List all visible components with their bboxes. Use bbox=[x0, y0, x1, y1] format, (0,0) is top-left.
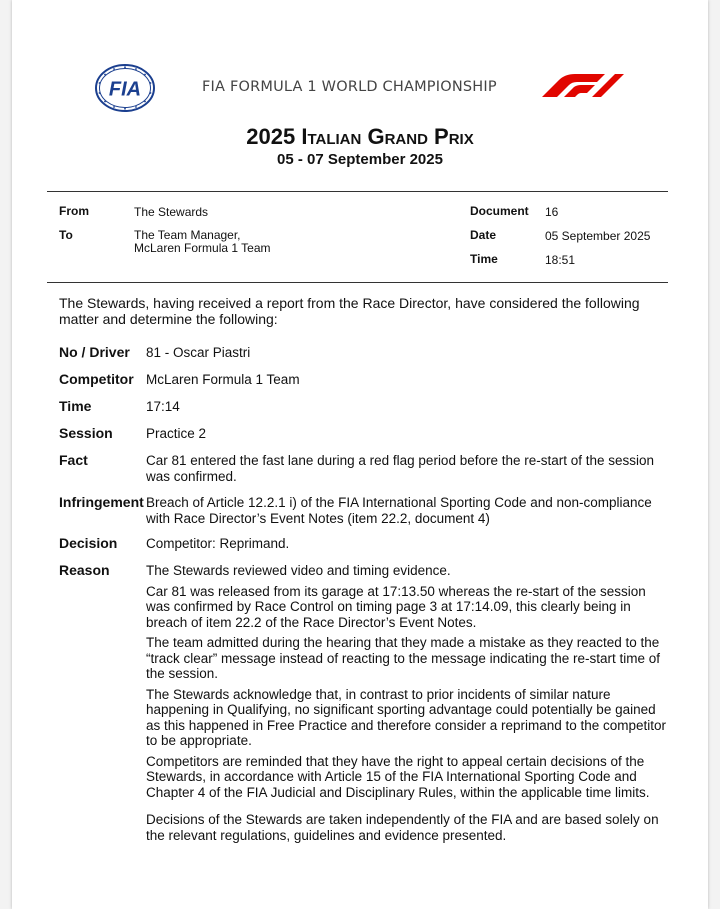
time-field-value: 17:14 bbox=[146, 399, 180, 414]
infringement-label: Infringement bbox=[59, 494, 144, 510]
to-value-line1: The Team Manager, bbox=[134, 228, 241, 242]
document-value: 16 bbox=[545, 205, 559, 219]
reason-paragraph: The team admitted during the hearing that they made a mistake as they reacted to the “track clear” message instead of reacting to the message indicating the re-start time of the session. bbox=[146, 635, 660, 681]
fact-label: Fact bbox=[59, 452, 88, 468]
reason-paragraph: Competitors are reminded that they have the right to appeal certain decisions of the Stewards, in accordance with Article 15 of the FIA International Sporting Code and Chapter 4 of the FIA Judicial and Disciplinary Rules, within the applicable time limits. bbox=[146, 753, 650, 800]
reason-paragraph: The Stewards acknowledge that, in contrast to prior incidents of similar nature happening in Qualifying, no significant sporting advantage could potentially be gained as this happened in Free Practice and therefore consider a reprimand to the competitor to be appropriate. bbox=[146, 686, 667, 748]
intro-text: The Stewards, having received a report from the Race Director, have considered the following matter and determine the following: bbox=[59, 295, 640, 327]
reason-text bbox=[146, 563, 668, 805]
time-label: Time bbox=[470, 252, 498, 266]
from-value: The Stewards bbox=[134, 205, 209, 219]
competitor-label: Competitor bbox=[59, 371, 134, 387]
fact-value: Car 81 entered the fast lane during a red flag period before the re-start of the session was confirmed. bbox=[146, 453, 655, 484]
header-divider-bottom bbox=[47, 282, 668, 283]
from-label: From bbox=[59, 204, 89, 218]
header-divider-top bbox=[47, 191, 668, 192]
championship-title: FIA FORMULA 1 WORLD CHAMPIONSHIP bbox=[202, 79, 497, 95]
date-label: Date bbox=[470, 228, 497, 242]
driver-label: No / Driver bbox=[59, 344, 130, 360]
reason-label: Reason bbox=[59, 562, 110, 578]
competitor-value: McLaren Formula 1 Team bbox=[146, 372, 300, 387]
decision-label: Decision bbox=[59, 535, 118, 551]
event-year: 2025 bbox=[246, 124, 296, 149]
closing-statement: Decisions of the Stewards are taken independently of the FIA and are based solely on the relevant regulations, guidelines and evidence presented. bbox=[146, 812, 659, 843]
to-label: To bbox=[59, 228, 73, 242]
fia-logo-icon bbox=[95, 64, 155, 112]
document-label: Document bbox=[470, 204, 529, 218]
date-value: 05 September 2025 bbox=[545, 229, 651, 243]
session-value: Practice 2 bbox=[146, 426, 207, 441]
document-page bbox=[12, 0, 708, 909]
event-dates: 05 - 07 September 2025 bbox=[277, 151, 443, 168]
driver-value: 81 - Oscar Piastri bbox=[146, 345, 251, 360]
event-name: Italian Grand Prix bbox=[301, 124, 474, 149]
session-label: Session bbox=[59, 425, 113, 441]
decision-value: Competitor: Reprimand. bbox=[146, 536, 290, 551]
time-value: 18:51 bbox=[545, 253, 576, 267]
event-title bbox=[12, 124, 708, 150]
infringement-value: Breach of Article 12.2.1 i) of the FIA International Sporting Code and non-compliance with Race Director’s Event Notes (item 22.2, document 4) bbox=[146, 495, 652, 526]
svg-text:FIA: FIA bbox=[108, 78, 142, 101]
reason-paragraph: The Stewards reviewed video and timing evidence. bbox=[146, 563, 451, 578]
to-value-line2: McLaren Formula 1 Team bbox=[134, 241, 271, 255]
reason-paragraph: Car 81 was released from its garage at 17:13.50 whereas the re-start of the session was confirmed by Race Control on timing page 3 at 17:14.09, this clearly being in breach of item 22.2 of the Race Director’s Event Notes. bbox=[146, 583, 646, 630]
time-field-label: Time bbox=[59, 398, 92, 414]
f1-logo-icon bbox=[539, 73, 625, 98]
